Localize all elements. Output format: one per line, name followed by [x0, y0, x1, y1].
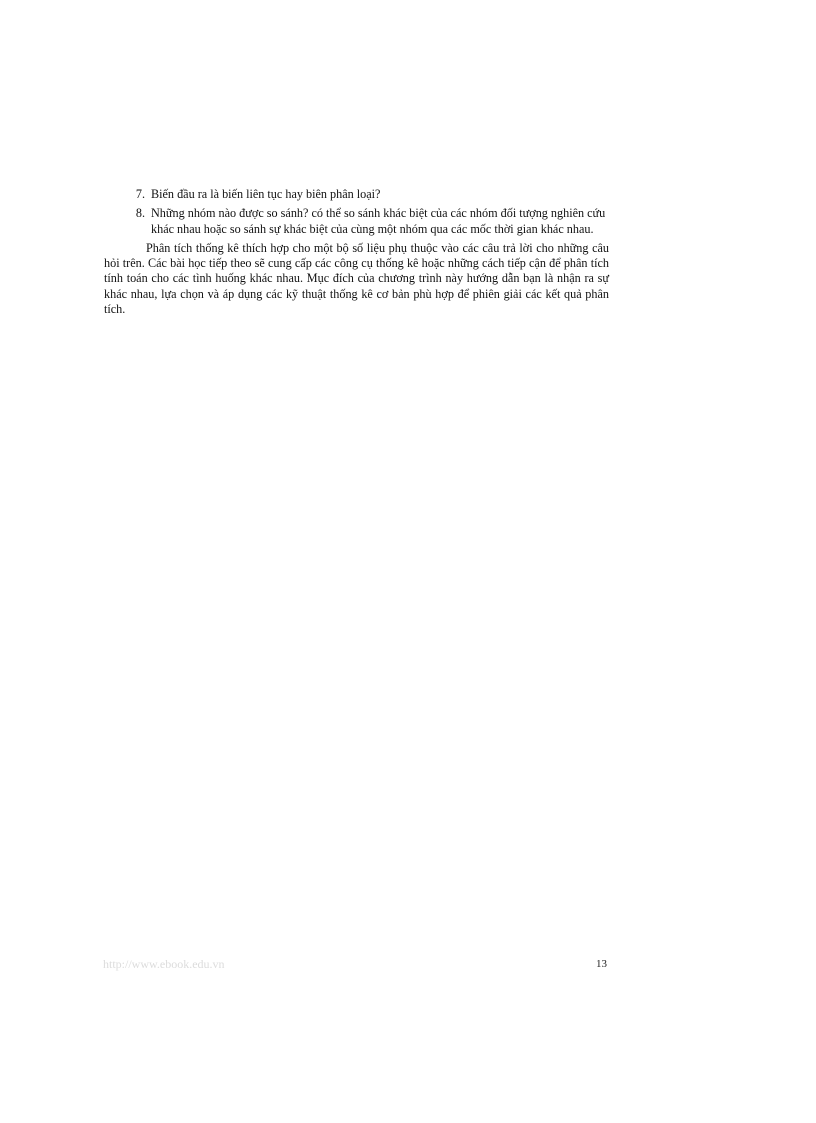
- list-item-7: [104, 187, 609, 202]
- list-item-number: 7 .: [135, 187, 145, 202]
- page-number: 13: [596, 958, 607, 970]
- list-item-text: Những nhóm nào được so sánh? có thể so sánh khác biệt của các nhóm đối tượng nghiên cứu khác nhau hoặc so sánh sự khác biệt của cùng một nhóm qua các mốc thời gian khác nhau.: [151, 206, 606, 236]
- list-item-text: Biến đầu ra là biến liên tục hay biên phân loại?: [151, 187, 381, 201]
- body-paragraph: Phân tích thống kê thích hợp cho một bộ số liệu phụ thuộc vào các câu trả lời cho những câu hỏi trên. Các bài học tiếp theo sẽ cung cấp các công cụ thống kê hoặc những cách tiếp cận để phân tích tính toán cho các tình huống khác nhau. Mục đích của chương trình này hướng dẫn bạn là nhận ra sự khác nhau, lựa chọn và áp dụng các kỹ thuật thống kê cơ bản phù hợp để phiên giải các kết quả phân tích.: [104, 240, 609, 317]
- list-item-number: 8 .: [135, 206, 145, 221]
- page-content: [104, 187, 609, 330]
- footer-url: http://www.ebook.edu.vn: [103, 957, 225, 971]
- list-item-8: [104, 206, 609, 237]
